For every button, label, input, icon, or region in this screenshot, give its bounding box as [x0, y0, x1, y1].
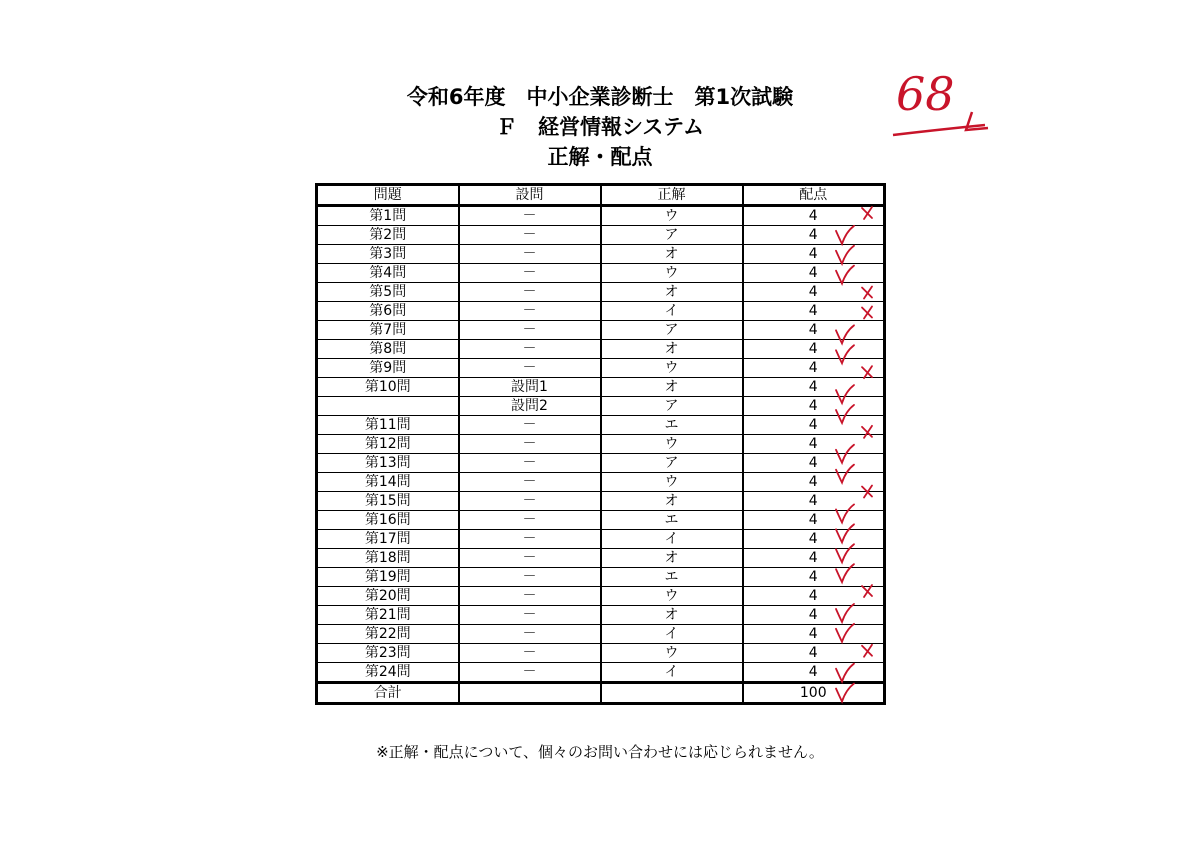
table-header-row	[317, 185, 885, 206]
answer-cell: オ	[601, 606, 743, 625]
question-cell: 第16問	[317, 511, 459, 530]
subquestion-cell: －	[459, 530, 601, 549]
points-cell: 4	[743, 435, 885, 454]
question-cell: 第22問	[317, 625, 459, 644]
question-cell: 第9問	[317, 359, 459, 378]
section-title: 正解・配点	[547, 145, 653, 169]
points-cell: 4	[743, 378, 885, 397]
handwritten-score-text: 68	[896, 67, 955, 121]
answer-cell: イ	[601, 663, 743, 683]
table-row	[317, 435, 885, 454]
table-row	[317, 283, 885, 302]
question-cell: 第17問	[317, 530, 459, 549]
column-header-points: 配点	[743, 185, 885, 206]
subquestion-cell: －	[459, 625, 601, 644]
subquestion-cell: －	[459, 226, 601, 245]
footnote: ※正解・配点について、個々のお問い合わせには応じられません。	[376, 743, 824, 761]
answer-cell: イ	[601, 625, 743, 644]
subquestion-cell: －	[459, 473, 601, 492]
table-row	[317, 587, 885, 606]
points-cell: 4	[743, 264, 885, 283]
subquestion-cell: －	[459, 492, 601, 511]
question-cell: 第24問	[317, 663, 459, 683]
points-cell: 4	[743, 359, 885, 378]
answer-table	[315, 183, 886, 705]
subquestion-cell: －	[459, 587, 601, 606]
points-cell: 4	[743, 454, 885, 473]
table-row	[317, 473, 885, 492]
points-cell: 4	[743, 473, 885, 492]
total-points: 100	[743, 683, 885, 704]
subquestion-cell: 設問1	[459, 378, 601, 397]
question-cell: 第6問	[317, 302, 459, 321]
answer-cell: オ	[601, 378, 743, 397]
question-cell: 第13問	[317, 454, 459, 473]
table-row	[317, 416, 885, 435]
question-cell: 第20問	[317, 587, 459, 606]
document-title	[300, 82, 900, 172]
table-row	[317, 549, 885, 568]
subquestion-cell: －	[459, 568, 601, 587]
table-row	[317, 321, 885, 340]
subquestion-cell: －	[459, 245, 601, 264]
points-cell: 4	[743, 416, 885, 435]
answer-cell: エ	[601, 416, 743, 435]
question-cell: 第19問	[317, 568, 459, 587]
answer-cell: オ	[601, 340, 743, 359]
table-row	[317, 226, 885, 245]
column-header-question: 問題	[317, 185, 459, 206]
answer-cell: ウ	[601, 473, 743, 492]
total-answer-cell	[601, 683, 743, 704]
question-cell: 第1問	[317, 206, 459, 226]
column-header-answer: 正解	[601, 185, 743, 206]
table-row	[317, 568, 885, 587]
subquestion-cell: －	[459, 549, 601, 568]
subquestion-cell: －	[459, 340, 601, 359]
answer-cell: オ	[601, 549, 743, 568]
points-cell: 4	[743, 492, 885, 511]
handwritten-score	[893, 67, 988, 135]
score-triangle-mark	[966, 112, 988, 130]
answer-cell: ウ	[601, 435, 743, 454]
points-cell: 4	[743, 625, 885, 644]
points-cell: 4	[743, 644, 885, 663]
subquestion-cell: 設問2	[459, 397, 601, 416]
question-cell: 第3問	[317, 245, 459, 264]
question-cell: 第10問	[317, 378, 459, 397]
points-cell: 4	[743, 663, 885, 683]
question-cell: 第2問	[317, 226, 459, 245]
total-label: 合計	[317, 683, 459, 704]
answer-cell: ウ	[601, 264, 743, 283]
table-row	[317, 340, 885, 359]
answer-cell: ア	[601, 454, 743, 473]
answer-cell: ウ	[601, 206, 743, 226]
points-cell: 4	[743, 302, 885, 321]
question-cell: 第8問	[317, 340, 459, 359]
table-row	[317, 511, 885, 530]
points-cell: 4	[743, 340, 885, 359]
points-cell: 4	[743, 549, 885, 568]
total-row	[317, 683, 885, 704]
question-cell: 第14問	[317, 473, 459, 492]
subquestion-cell: －	[459, 264, 601, 283]
subquestion-cell: －	[459, 663, 601, 683]
subquestion-cell: －	[459, 206, 601, 226]
table-row	[317, 378, 885, 397]
table-row	[317, 302, 885, 321]
subquestion-cell: －	[459, 302, 601, 321]
answer-cell: ア	[601, 397, 743, 416]
table-row	[317, 397, 885, 416]
answer-cell: オ	[601, 492, 743, 511]
subquestion-cell: －	[459, 416, 601, 435]
question-cell: 第7問	[317, 321, 459, 340]
subquestion-cell: －	[459, 283, 601, 302]
points-cell: 4	[743, 226, 885, 245]
question-cell: 第15問	[317, 492, 459, 511]
table-row	[317, 245, 885, 264]
question-cell: 第11問	[317, 416, 459, 435]
table-row	[317, 644, 885, 663]
points-cell: 4	[743, 321, 885, 340]
exam-title: 令和6年度 中小企業診断士 第1次試験	[406, 85, 794, 109]
points-cell: 4	[743, 606, 885, 625]
subquestion-cell: －	[459, 321, 601, 340]
question-cell: 第23問	[317, 644, 459, 663]
answer-cell: ウ	[601, 359, 743, 378]
answer-cell: エ	[601, 568, 743, 587]
points-cell: 4	[743, 206, 885, 226]
answer-cell: ア	[601, 226, 743, 245]
question-cell: 第12問	[317, 435, 459, 454]
total-sub-cell	[459, 683, 601, 704]
answer-cell: オ	[601, 245, 743, 264]
subquestion-cell: －	[459, 511, 601, 530]
score-underline	[893, 125, 985, 135]
table-row	[317, 625, 885, 644]
question-cell	[317, 397, 459, 416]
column-header-subquestion: 設問	[459, 185, 601, 206]
points-cell: 4	[743, 530, 885, 549]
subquestion-cell: －	[459, 644, 601, 663]
question-cell: 第4問	[317, 264, 459, 283]
subquestion-cell: －	[459, 435, 601, 454]
answer-cell: イ	[601, 530, 743, 549]
table-row	[317, 530, 885, 549]
question-cell: 第18問	[317, 549, 459, 568]
points-cell: 4	[743, 283, 885, 302]
subject-title: Ｆ 経営情報システム	[496, 115, 704, 139]
table-row	[317, 264, 885, 283]
answer-cell: ウ	[601, 587, 743, 606]
table-row	[317, 492, 885, 511]
points-cell: 4	[743, 568, 885, 587]
answer-cell: ウ	[601, 644, 743, 663]
points-cell: 4	[743, 587, 885, 606]
question-cell: 第5問	[317, 283, 459, 302]
points-cell: 4	[743, 511, 885, 530]
answer-cell: エ	[601, 511, 743, 530]
answer-cell: ア	[601, 321, 743, 340]
subquestion-cell: －	[459, 359, 601, 378]
points-cell: 4	[743, 245, 885, 264]
answer-cell: オ	[601, 283, 743, 302]
table-row	[317, 359, 885, 378]
subquestion-cell: －	[459, 454, 601, 473]
table-row	[317, 206, 885, 226]
points-cell: 4	[743, 397, 885, 416]
table-row	[317, 606, 885, 625]
answer-cell: イ	[601, 302, 743, 321]
question-cell: 第21問	[317, 606, 459, 625]
table-row	[317, 663, 885, 683]
subquestion-cell: －	[459, 606, 601, 625]
table-row	[317, 454, 885, 473]
